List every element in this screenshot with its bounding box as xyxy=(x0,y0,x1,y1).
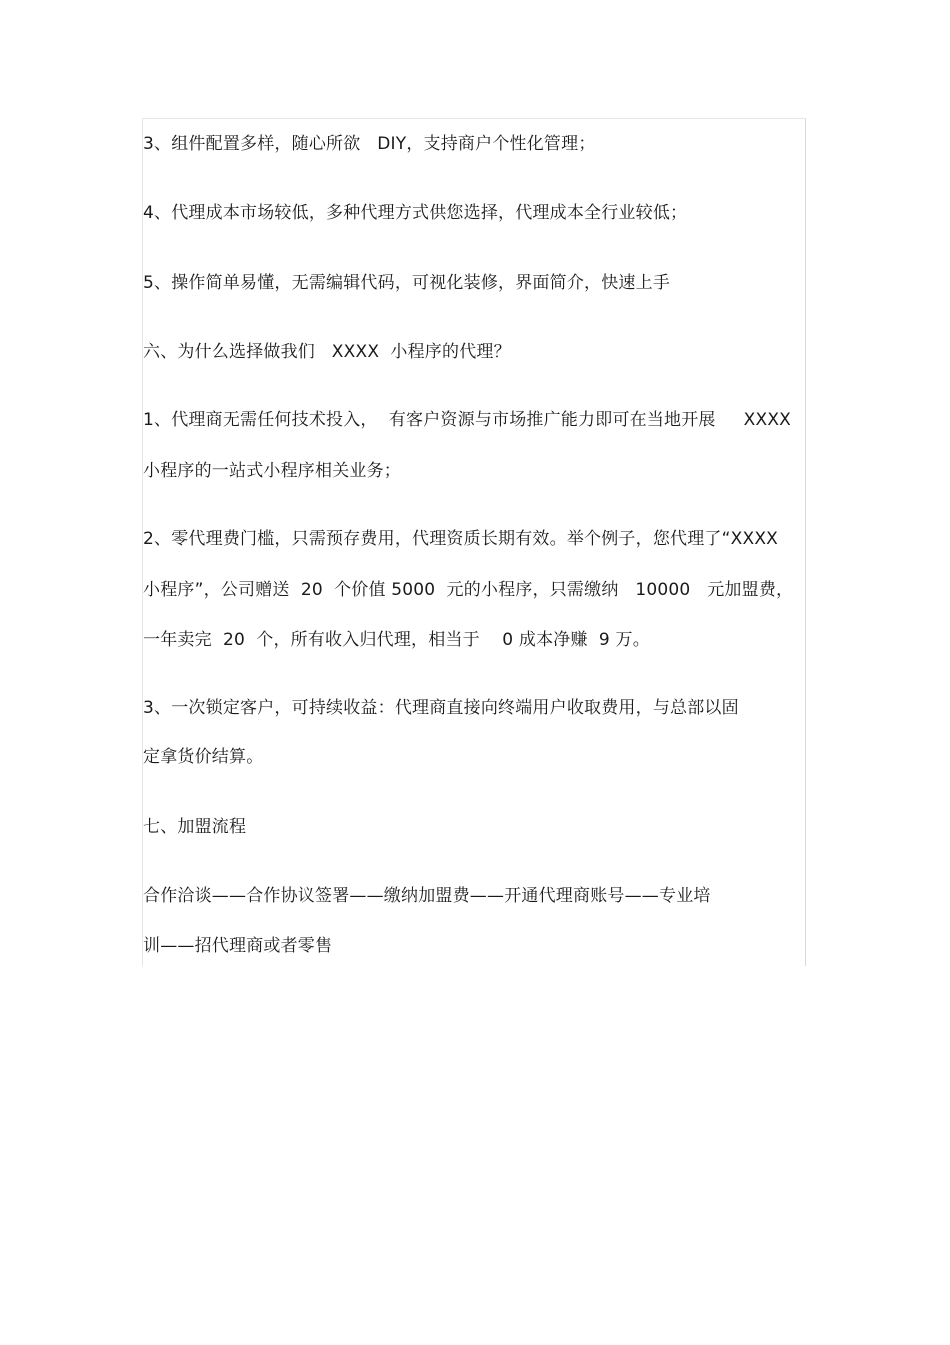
text-line: 小程序的一站式小程序相关业务； xyxy=(143,461,401,481)
section-heading: 六、为什么选择做我们 XXXX 小程序的代理？ xyxy=(143,342,511,362)
text-line: 3、一次锁定客户，可持续收益：代理商直接向终端用户收取费用，与总部以固 xyxy=(143,698,739,718)
section-heading: 七、加盟流程 xyxy=(143,817,247,837)
text-line: 定拿货价结算。 xyxy=(143,747,264,767)
text-line: 3、组件配置多样，随心所欲 DIY，支持商户个性化管理； xyxy=(143,134,596,154)
text-line: 5、操作简单易懂，无需编辑代码，可视化装修，界面简介，快速上手 xyxy=(143,273,671,293)
text-line: 2、零代理费门槛，只需预存费用，代理资质长期有效。举个例子，您代理了“XXXX xyxy=(143,529,779,549)
text-line: 小程序”，公司赠送 20 个价值 5000 元的小程序，只需缴纳 10000 元加盟费， xyxy=(143,580,794,600)
text-line: 合作洽谈——合作协议签署——缴纳加盟费——开通代理商账号——专业培 xyxy=(143,886,711,906)
text-line: 4、代理成本市场较低，多种代理方式供您选择，代理成本全行业较低； xyxy=(143,203,688,223)
text-line: 训——招代理商或者零售 xyxy=(143,936,333,956)
text-line: 1、代理商无需任何技术投入， 有客户资源与市场推广能力即可在当地开展 XXXX xyxy=(143,410,792,430)
text-line: 一年卖完 20 个，所有收入归代理，相当于 0 成本净赚 9 万。 xyxy=(143,630,650,650)
